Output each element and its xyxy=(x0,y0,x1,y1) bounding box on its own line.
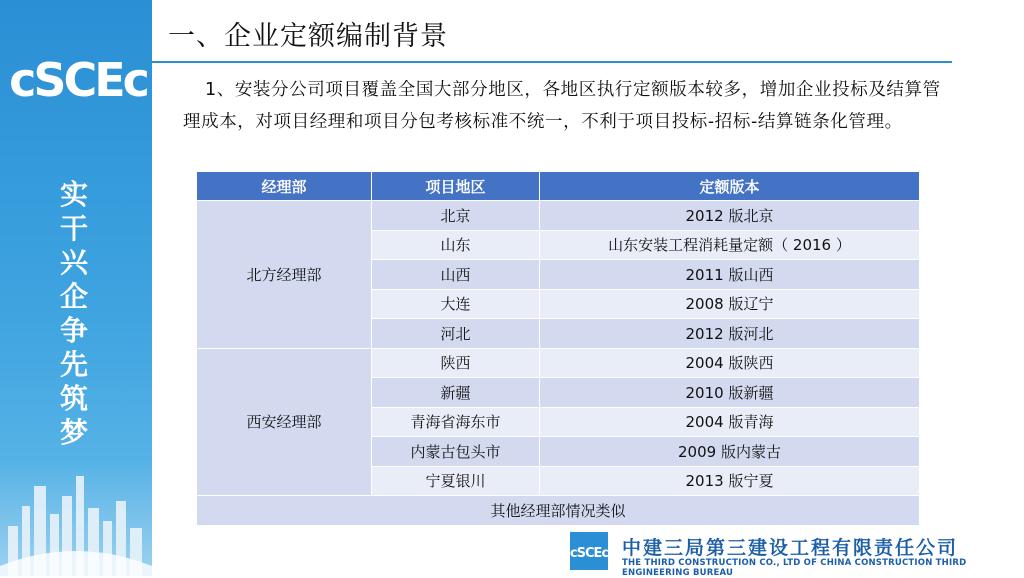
footer-logo xyxy=(570,532,608,570)
region-cell: 河北 xyxy=(372,319,540,349)
version-cell: 2011 版山西 xyxy=(540,260,920,290)
title-divider xyxy=(152,61,952,63)
region-cell: 山东 xyxy=(372,230,540,260)
company-name-en: THE THIRD CONSTRUCTION CO., LTD OF CHINA CONSTRUCTION THIRD ENGINEERING BUREAU xyxy=(622,558,967,578)
header-region: 项目地区 xyxy=(372,172,540,201)
table-footer-row xyxy=(197,496,920,526)
header-department: 经理部 xyxy=(197,172,372,201)
version-cell: 2010 版新疆 xyxy=(540,378,920,408)
region-cell: 大连 xyxy=(372,289,540,319)
version-cell: 2004 版陕西 xyxy=(540,348,920,378)
region-cell: 陕西 xyxy=(372,348,540,378)
version-cell: 2012 版北京 xyxy=(540,201,920,231)
region-cell: 宁夏银川 xyxy=(372,466,540,496)
region-cell: 内蒙古包头市 xyxy=(372,437,540,467)
version-cell: 山东安装工程消耗量定额（ 2016 ） xyxy=(540,230,920,260)
company-name-cn: 中建三局第三建设工程有限责任公司 xyxy=(622,537,959,559)
sidebar-slogan: 实 干 兴 企 争 先 筑 梦 xyxy=(59,178,88,449)
table-footer-note: 其他经理部情况类似 xyxy=(197,496,920,526)
table-row xyxy=(197,201,920,231)
svg-text:cSCEc: cSCEc xyxy=(9,53,147,107)
svg-text:cSCEc: cSCEc xyxy=(569,546,609,561)
version-cell: 2004 版青海 xyxy=(540,407,920,437)
table-header-row xyxy=(197,172,920,201)
sidebar-banner xyxy=(0,0,152,576)
version-cell: 2013 版宁夏 xyxy=(540,466,920,496)
version-cell: 2008 版辽宁 xyxy=(540,289,920,319)
version-cell: 2012 版河北 xyxy=(540,319,920,349)
region-cell: 北京 xyxy=(372,201,540,231)
group-cell-north: 北方经理部 xyxy=(197,201,372,349)
region-cell: 新疆 xyxy=(372,378,540,408)
version-cell: 2009 版内蒙古 xyxy=(540,437,920,467)
quota-version-table xyxy=(196,171,920,526)
header-version: 定额版本 xyxy=(540,172,920,201)
cscec-logo xyxy=(9,34,147,114)
region-cell: 山西 xyxy=(372,260,540,290)
city-skyline-image xyxy=(0,466,152,576)
table-row xyxy=(197,348,920,378)
intro-paragraph: 1、安装分公司项目覆盖全国大部分地区，各地区执行定额版本较多，增加企业投标及结算管理成本，对项目经理和项目分包考核标准不统一，不利于项目投标-招标-结算链条化管理。 xyxy=(183,80,941,132)
group-cell-xian: 西安经理部 xyxy=(197,348,372,496)
page-title: 一、企业定额编制背景 xyxy=(168,21,448,52)
region-cell: 青海省海东市 xyxy=(372,407,540,437)
